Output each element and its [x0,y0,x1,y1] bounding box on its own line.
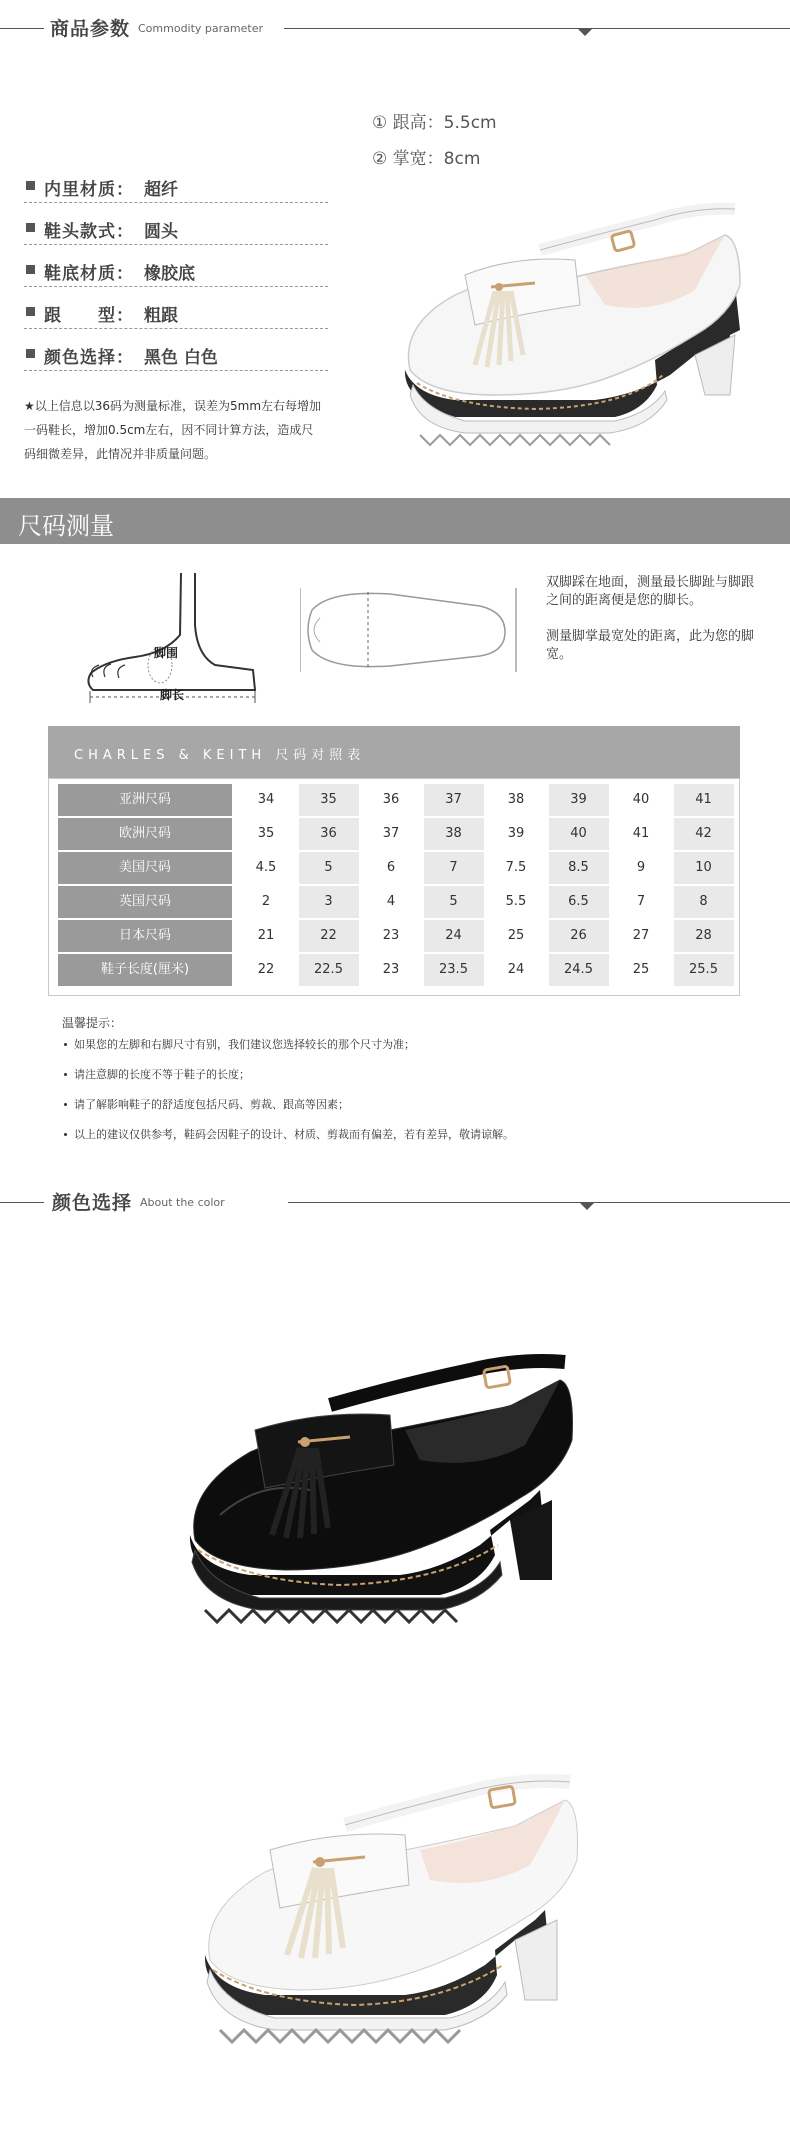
section-title-cn: 颜色选择 [52,1192,133,1214]
size-cell: 6.5 [549,886,609,918]
param-label: 跟 型： [44,306,134,326]
section-title-en: About the color [140,1196,225,1209]
size-cell: 6 [386,860,396,875]
size-row-header: 日本尺码 [58,920,232,952]
tip-item [62,1127,762,1157]
foot-side-diagram [85,565,265,705]
size-cell: 41 [674,784,734,816]
spec-text: 掌宽：8cm [392,149,481,169]
size-row-header: 亚洲尺码 [58,784,232,816]
banner-title: 尺码测量 [18,512,114,540]
section-header-colors [0,1180,790,1220]
size-cell: 7 [636,894,646,909]
tip-text: 请了解影响鞋子的舒适度包括尺码、剪裁、跟高等因素； [74,1098,349,1111]
size-table-row [58,920,734,954]
size-cell: 27 [632,928,650,943]
size-cell: 42 [674,818,734,850]
tip-item [62,1097,762,1127]
param-value: 橡胶底 [144,264,195,284]
size-row-header: 英国尺码 [58,886,232,918]
bullet-square-icon [26,181,35,190]
size-cell: 24 [507,962,525,977]
param-row-lining [24,168,328,203]
bullet-dot-icon [64,1103,67,1106]
size-cell: 25 [507,928,525,943]
measure-length-text: 双脚踩在地面，测量最长脚趾与脚跟之间的距离便是您的脚长。 [546,575,755,608]
note-line: 一码鞋长，增加0.5cm左右，因不同计算方法，造成尺 [24,423,314,437]
size-cell: 35 [257,826,275,841]
size-cell: 7.5 [505,860,527,875]
section-title-en: Commodity parameter [138,22,264,35]
size-cell: 10 [674,852,734,884]
size-cell: 34 [257,792,275,807]
size-cell: 5 [424,886,484,918]
foot-top-diagram [300,580,520,680]
spec-heel-height [372,108,497,133]
size-cell: 2 [261,894,271,909]
size-cell: 7 [424,852,484,884]
size-cell: 5.5 [505,894,527,909]
tip-item [62,1067,762,1097]
size-cell: 22 [299,920,359,952]
size-cell: 8 [674,886,734,918]
size-cell: 9 [636,860,646,875]
param-row-sole [24,252,328,287]
size-cell: 4 [386,894,396,909]
note-line: ★以上信息以36码为测量标准，误差为5mm左右每增加 [24,399,322,413]
measure-width-text: 测量脚掌最宽处的距离，此为您的脚宽。 [546,629,755,662]
size-cell: 5 [299,852,359,884]
spec-width [372,144,480,169]
size-cell: 21 [257,928,275,943]
spec-text: 跟高：5.5cm [392,113,497,133]
header-line-right [288,1202,790,1203]
size-row-header: 美国尺码 [58,852,232,884]
size-table-row [58,852,734,886]
size-measure-banner [0,498,790,544]
size-cell: 3 [299,886,359,918]
size-cell: 23 [382,928,400,943]
size-table-row [58,954,734,988]
size-cell: 24 [424,920,484,952]
size-cell: 25 [632,962,650,977]
header-line-left [0,1202,44,1203]
bullet-dot-icon [64,1133,67,1136]
size-cell: 37 [382,826,400,841]
section-header-params [0,6,790,46]
size-cell: 25.5 [674,954,734,986]
param-value: 圆头 [144,222,178,242]
size-cell: 38 [424,818,484,850]
foot-length-label: 脚长 [160,688,185,702]
param-label: 鞋底材质： [44,264,134,284]
size-row-header: 欧洲尺码 [58,818,232,850]
measurement-note [24,394,354,466]
param-label: 颜色选择： [44,348,134,368]
white-shoe-image-2 [195,1760,595,2060]
foot-girth-label: 脚围 [154,646,179,660]
size-table-row [58,886,734,920]
param-value: 黑色 白色 [144,348,218,368]
param-row-heel [24,294,328,329]
caret-down-icon [580,1203,594,1210]
tip-text: 如果您的左脚和右脚尺寸有别，我们建议您选择较长的那个尺寸为准； [74,1038,415,1051]
size-cell: 24.5 [549,954,609,986]
header-line-left [0,28,44,29]
size-cell: 37 [424,784,484,816]
section-title-cn: 商品参数 [50,18,131,40]
bullet-dot-icon [64,1073,67,1076]
size-table-title: CHARLES & KEITH 尺码对照表 [74,748,366,763]
size-table-row [58,784,734,818]
size-cell: 22 [257,962,275,977]
size-table-header [48,726,740,778]
param-row-toe [24,210,328,245]
bullet-square-icon [26,307,35,316]
black-shoe-image [180,1340,600,1640]
param-value: 粗跟 [144,306,178,326]
param-row-color [24,336,328,371]
bullet-dot-icon [64,1043,67,1046]
param-value: 超纤 [144,180,178,200]
param-label: 内里材质： [44,180,134,200]
white-shoe-image [395,195,755,450]
size-cell: 26 [549,920,609,952]
size-row-header: 鞋子长度(厘米) [58,954,232,986]
spec-num: ① [372,113,388,133]
size-cell: 36 [299,818,359,850]
tips-title: 温馨提示： [62,1016,123,1030]
tip-text: 请注意脚的长度不等于鞋子的长度； [74,1068,250,1081]
size-cell: 41 [632,826,650,841]
size-cell: 8.5 [549,852,609,884]
header-line-right [284,28,790,29]
size-cell: 22.5 [299,954,359,986]
spec-num: ② [372,149,388,169]
bullet-square-icon [26,265,35,274]
size-cell: 40 [549,818,609,850]
size-cell: 28 [674,920,734,952]
size-table-row [58,818,734,852]
size-cell: 38 [507,792,525,807]
note-line: 码细微差异，此情况并非质量问题。 [24,447,217,461]
size-cell: 4.5 [255,860,277,875]
size-cell: 23.5 [424,954,484,986]
param-label: 鞋头款式： [44,222,134,242]
bullet-square-icon [26,223,35,232]
tips-box [62,1014,762,1157]
size-cell: 39 [507,826,525,841]
size-cell: 35 [299,784,359,816]
size-cell: 39 [549,784,609,816]
size-cell: 40 [632,792,650,807]
size-cell: 23 [382,962,400,977]
tip-item [62,1037,762,1067]
caret-down-icon [578,29,592,36]
bullet-square-icon [26,349,35,358]
tip-text: 以上的建议仅供参考，鞋码会因鞋子的设计、材质、剪裁而有偏差，若有差异，敬请谅解。 [74,1128,514,1141]
size-cell: 36 [382,792,400,807]
